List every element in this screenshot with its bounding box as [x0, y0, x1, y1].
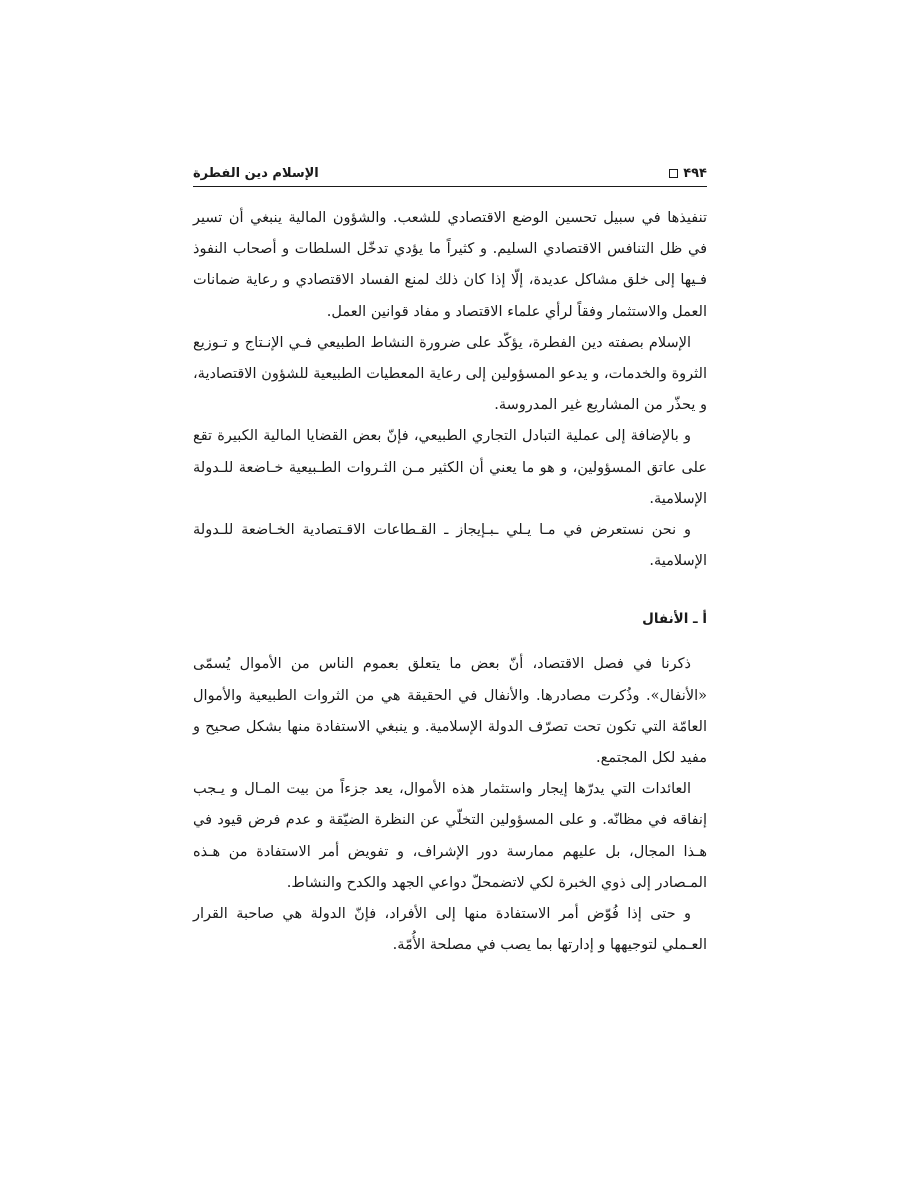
paragraph: و نحن نستعرض في مـا يـلي ـبـإيجاز ـ القـطاعات الاقـتصادية الخـاضعة للـدولة الإسلامية.: [193, 522, 707, 570]
paragraph: ذكرنا في فصل الاقتصاد، أنّ بعض ما يتعلق بعموم الناس من الأموال يُسمّى «الأنفال». وذُكرت مصادرها. والأنفال في الحقيقة هي من الثروات الطبيعية والأموال العامّة التي تكون تحت تصرّف الدولة الإسلامية. و ينبغي الاستفادة منها بشكل صحيح و مفيد لكل المجتمع.: [193, 656, 707, 767]
book-page: [193, 158, 707, 961]
header-rule: [193, 186, 707, 187]
paragraph: و بالإضافة إلى عملية التبادل التجاري الطبيعي، فإنّ بعض القضايا المالية الكبيرة تقع على عاتق المسؤولين، و هو ما يعني أن الكثير مـن الثـروات الطـبيعية خـاضعة للـدولة الإسلامية.: [193, 428, 707, 507]
page-number: ۴۹۴: [683, 166, 707, 181]
page-number-block: [669, 166, 707, 181]
book-title: الإسلام دين الفطرة: [193, 166, 319, 181]
paragraph: و حتى إذا فُوّض أمر الاستفادة منها إلى الأفراد، فإنّ الدولة هي صاحبة القرار العـملي لتوجيهها و إدارتها بما يصب في مصلحة الأُمّة.: [193, 906, 707, 954]
main-text: [193, 203, 707, 961]
running-header: [193, 158, 707, 186]
paragraph: العائدات التي يدرّها إيجار واستثمار هذه الأموال، يعد جزءاً من بيت المـال و يـجب إنفاقه في مظانّه. و على المسؤولين التخلّي عن النظرة الضيّقة و عدم فرض قيود في هـذا المجال، بل عليهم ممارسة دور الإشراف، و تفويض أمر الاستفادة من هـذه المـصادر إلى ذوي الخبرة لكي لاتضمحلّ دواعي الجهد والكدح والنشاط.: [193, 781, 707, 891]
paragraph: الإسلام بصفته دين الفطرة، يؤكّد على ضرورة النشاط الطبيعي فـي الإنـتاج و تـوزيع الثروة والخدمات، و يدعو المسؤولين إلى رعاية المعطيات الطبيعية للشؤون الاقتصادية، و يحذّر من المشاريع غير المدروسة.: [193, 334, 707, 414]
paragraph: تنفيذها في سبيل تحسين الوضع الاقتصادي للشعب. والشؤون المالية ينبغي أن تسير في ظل التنافس الاقتصادي السليم. و كثيراً ما يؤدي تدخّل السلطات و أصحاب النفوذ فـيها إلى خلق مشاكل عديدة، إلّا إذا كان ذلك لمنع الفساد الاقتصادي و رعاية ضمانات العمل والاستثمار وفقاً لرأي علماء الاقتصاد و مفاد قوانين العمل.: [193, 210, 707, 320]
square-icon: [669, 169, 678, 178]
section-heading: أ ـ الأنفال: [642, 611, 707, 628]
